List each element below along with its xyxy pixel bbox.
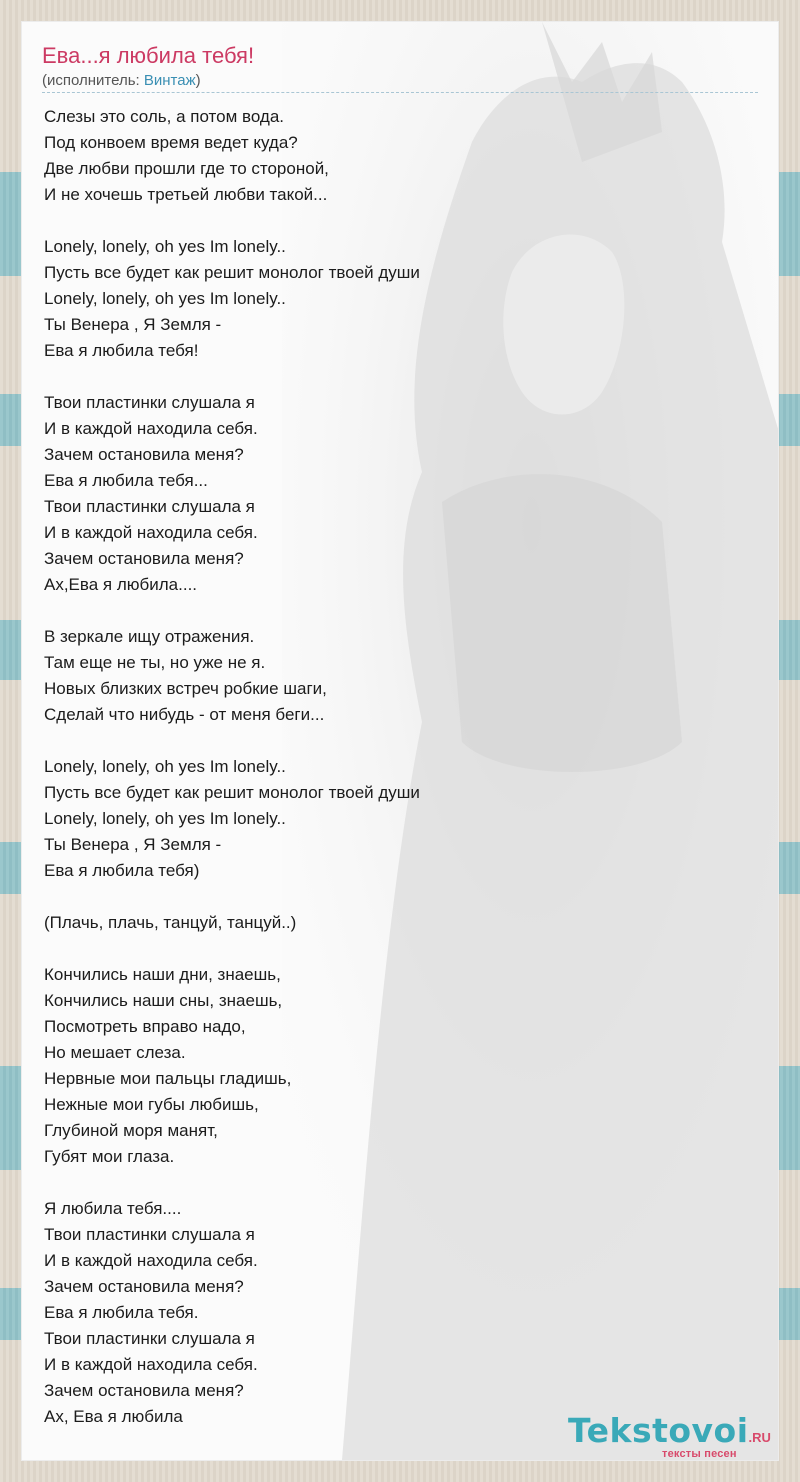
logo-name: Tekstovoi (568, 1411, 749, 1450)
lyrics-card (22, 22, 778, 1460)
site-logo[interactable] (568, 1411, 778, 1460)
logo-tld: .RU (748, 1430, 771, 1445)
artist-link[interactable]: Винтаж (143, 72, 196, 89)
song-header (42, 42, 758, 93)
performer-label-end: ) (195, 72, 201, 89)
lyrics-text: Слезы это соль, а потом вода. Под конвоем время ведет куда? Две любви прошли где то стороной, И не хочешь третьей любви такой... Lonely, lonely, oh yes Im lonely.. Пусть все будет как решит монолог твоей души Lonely, lonely, oh yes Im lonely.. Ты Венера , Я Земля - Ева я любила тебя! Твои пластинки слушала я И в каждой находила себя. Зачем остановила меня? Ева я любила тебя... Твои пластинки слушала я И в каждой находила себя. Зачем остановила меня? Ах,Ева я любила.... В зеркале ищу отражения. Там еще не ты, но уже не я. Новых близких встреч робкие шаги, Сделай что нибудь - от меня беги... Lonely, lonely, oh yes Im lonely.. Пусть все будет как решит монолог твоей души Lonely, lonely, oh yes Im lonely.. Ты Венера , Я Земля - Ева я любила тебя) (Плачь, плачь, танцуй, танцуй..) Кончились наши дни, знаешь, Кончились наши сны, знаешь, Посмотреть вправо надо, Но мешает слеза. Нервные мои пальцы гладишь, Нежные мои губы любишь, Глубиной моря манят, Губят мои глаза. Я любила тебя.... Твои пластинки слушала я И в каждой находила себя. Зачем остановила меня? Ева я любила тебя. Твои пластинки слушала я И в каждой находила себя. Зачем остановила меня? Ах, Ева я любила (44, 107, 420, 1426)
logo-tagline: тексты песен (662, 1448, 737, 1460)
performer-line (42, 72, 758, 93)
song-title: Ева...я любила тебя! (42, 43, 255, 68)
performer-label: (исполнитель: (42, 72, 144, 89)
